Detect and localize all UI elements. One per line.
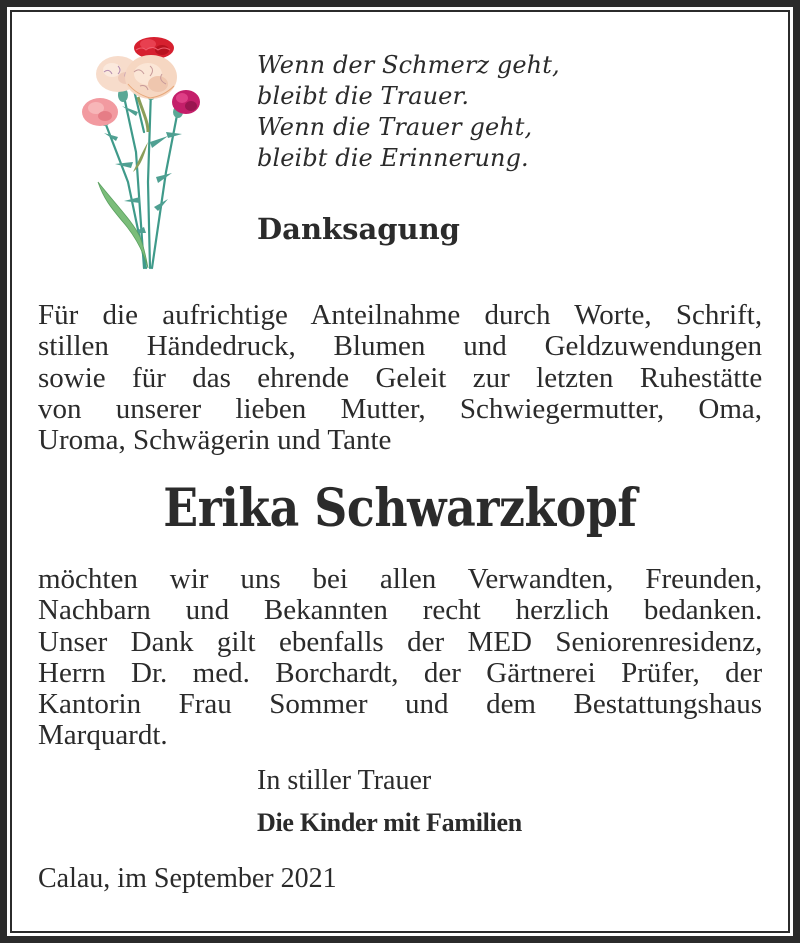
deceased-name-text: Erika Schwarzkopf xyxy=(163,478,637,539)
thanks-paragraph xyxy=(38,564,762,752)
text-line: Uroma, Schwägerin und Tante xyxy=(38,424,392,457)
text-line: Herrn Dr. med. Borchardt, der Gärtnerei Prüfer, der xyxy=(38,656,763,689)
page-title: Danksagung xyxy=(257,212,460,246)
poem xyxy=(257,50,560,174)
text-line: Unser Dank gilt ebenfalls der MED Seniorenresidenz, xyxy=(38,625,763,658)
text-line: stillen Händedruck, Blumen und Geldzuwendungen xyxy=(38,330,762,363)
poem-line: Wenn der Schmerz geht, xyxy=(257,51,560,79)
text-line: Kantorin Frau Sommer und dem Bestattungshaus xyxy=(38,688,762,721)
deceased-name xyxy=(0,474,800,544)
text-line: Nachbarn und Bekannten recht herzlich bedanken. xyxy=(38,594,763,627)
place-date: Calau, im September 2021 xyxy=(38,863,337,894)
text-line: von unserer lieben Mutter, Schwiegermutter, Oma, xyxy=(38,392,762,425)
text-line: sowie für das ehrende Geleit zur letzten Ruhestätte xyxy=(38,361,763,394)
poem-line: bleibt die Trauer. xyxy=(257,82,470,110)
poem-line: bleibt die Erinnerung. xyxy=(257,144,529,172)
carnation-bouquet-icon xyxy=(78,32,208,270)
signature: Die Kinder mit Familien xyxy=(257,808,522,837)
text-line: möchten wir uns bei allen Verwandten, Freunden, xyxy=(38,563,763,595)
text-line: Für die aufrichtige Anteilnahme durch Worte, Schrift, xyxy=(38,299,763,331)
text-line: Marquardt. xyxy=(38,719,168,752)
poem-line: Wenn die Trauer geht, xyxy=(257,113,533,141)
closing-phrase: In stiller Trauer xyxy=(257,765,432,796)
intro-paragraph xyxy=(38,300,762,456)
